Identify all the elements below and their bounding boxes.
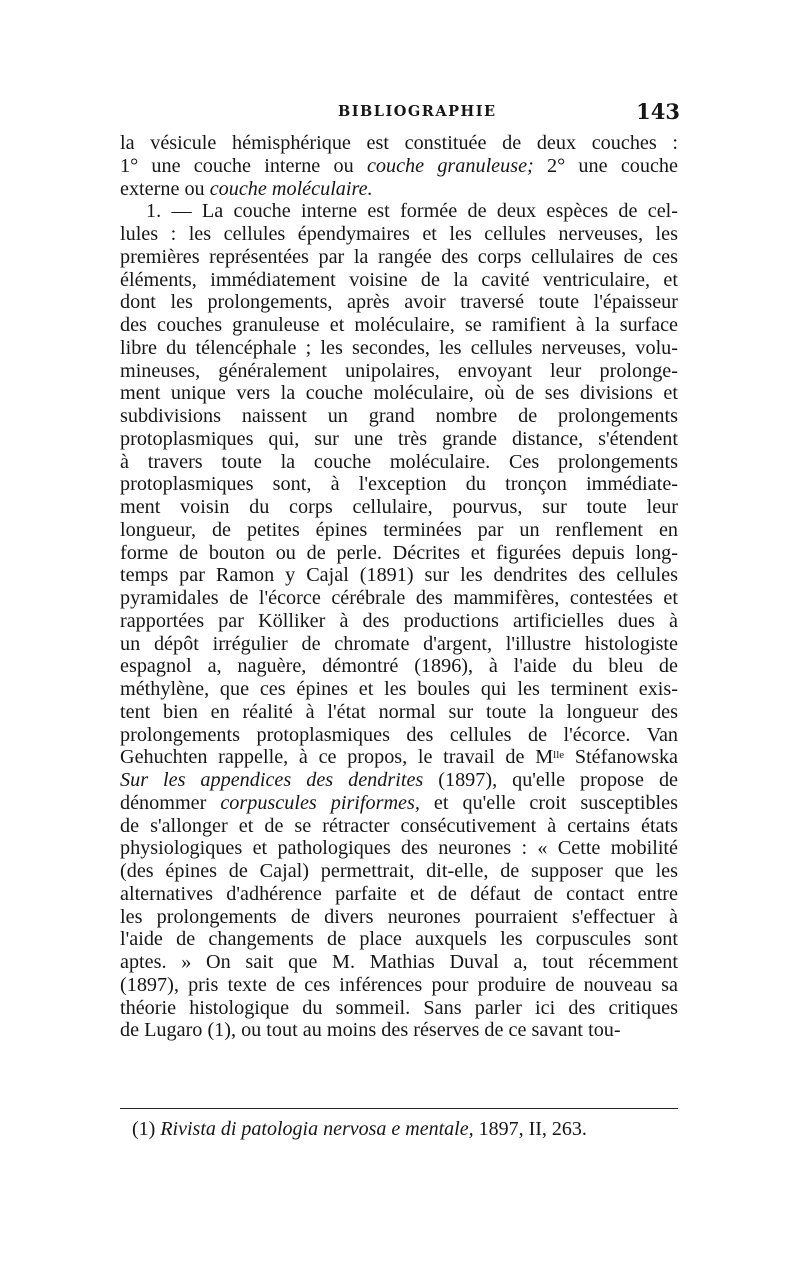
text-segment: tent bien en réalité à l'état normal sur toute la longueur des <box>120 700 678 723</box>
text-line <box>120 200 678 223</box>
text-segment: alternatives d'adhérence parfaite et de défaut de contact entre <box>120 882 678 905</box>
text-line <box>120 655 678 678</box>
text-segment: des couches granuleuse et moléculaire, se ramifient à la surface <box>120 314 678 336</box>
text-segment: dénommer <box>120 791 221 814</box>
text-segment: éléments, immédiatement voisine de la cavité ventriculaire, et <box>120 268 678 291</box>
text-line <box>120 610 678 633</box>
text-segment: théorie histologique du sommeil. Sans parler ici des critiques <box>120 996 678 1019</box>
italic-segment: couche moléculaire. <box>209 177 373 200</box>
footnote-rule <box>120 1108 678 1109</box>
text-line <box>120 473 678 496</box>
text-line <box>120 519 678 542</box>
text-segment: un dépôt irrégulier de chromate d'argent, l'illustre histologiste <box>120 632 678 655</box>
text-line <box>120 246 678 269</box>
text-segment: méthylène, que ces épines et les boules qui les terminent exis- <box>120 678 678 700</box>
text-line <box>120 678 678 701</box>
text-segment: (1897), qu'elle propose de <box>423 769 678 791</box>
footnote-journal-title: Rivista di patologia nervosa e mentale, <box>160 1118 474 1140</box>
text-segment: externe ou <box>120 177 210 200</box>
text-line <box>120 701 678 724</box>
text-line <box>120 860 678 883</box>
italic-segment: Sur les appendices des dendrites <box>120 769 424 791</box>
footnote-citation: 1897, II, 263. <box>473 1118 587 1140</box>
text-segment: (1897), pris texte de ces inférences pour produire de nouveau sa <box>120 973 678 996</box>
text-segment: physiologiques et pathologiques des neurones : « Cette mobilité <box>120 837 678 860</box>
text-segment: ment unique vers la couche moléculaire, où de ses divisions et <box>120 382 678 405</box>
text-segment: mineuses, généralement unipolaires, envoyant leur prolonge- <box>120 359 678 382</box>
text-line <box>120 769 678 792</box>
text-line <box>120 883 678 906</box>
text-line <box>120 906 678 929</box>
text-line <box>120 382 678 405</box>
text-segment: libre du télencéphale ; les secondes, les cellules nerveuses, volu- <box>120 336 678 359</box>
text-segment: 1° une couche interne ou <box>120 154 367 177</box>
text-line <box>120 746 678 769</box>
body-text <box>120 132 678 1042</box>
text-segment: Gehuchten rappelle, à ce propos, le travail de M <box>120 746 554 769</box>
text-line <box>120 633 678 656</box>
italic-segment: couche granuleuse; <box>366 154 534 177</box>
text-line <box>120 132 678 155</box>
footnote-marker: (1) <box>132 1118 156 1140</box>
text-line <box>120 178 678 201</box>
text-segment: protoplasmiques sont, à l'exception du tronçon immédiate- <box>120 473 678 496</box>
text-line <box>120 360 678 383</box>
text-segment: espagnol a, naguère, démontré (1896), à l'aide du bleu de <box>120 655 678 678</box>
text-line <box>120 291 678 314</box>
text-line <box>120 815 678 838</box>
text-segment: et qu'elle croit susceptibles <box>419 791 678 814</box>
text-line <box>120 1019 678 1042</box>
text-line <box>120 974 678 997</box>
text-segment: forme de bouton ou de perle. Décrites et figurées depuis long- <box>120 541 678 564</box>
text-line <box>120 451 678 474</box>
text-line <box>120 837 678 860</box>
text-segment: temps par Ramon y Cajal (1891) sur les dendrites des cellules <box>120 564 678 587</box>
text-segment: prolongements protoplasmiques des cellules de l'écorce. Van <box>120 723 678 746</box>
text-segment: la vésicule hémisphérique est constituée de deux couches : <box>120 132 678 154</box>
page-number: 143 <box>636 99 680 124</box>
text-line <box>120 496 678 519</box>
text-line <box>120 542 678 565</box>
text-segment: pyramidales de l'écorce cérébrale des mammifères, contestées et <box>120 587 678 609</box>
text-line <box>120 405 678 428</box>
text-line <box>120 269 678 292</box>
text-segment: ment voisin du corps cellulaire, pourvus, sur toute leur <box>120 496 678 518</box>
text-segment: 2° une couche <box>533 154 678 177</box>
superscript-segment: lle <box>553 749 565 762</box>
italic-segment: corpuscules piriformes, <box>220 791 420 814</box>
text-segment: longueur, de petites épines terminées par un renflement en <box>120 518 678 541</box>
text-segment: Stéfanowska <box>564 746 678 769</box>
text-segment: rapportées par Kölliker à des productions artificielles dues à <box>120 609 678 632</box>
text-line <box>120 928 678 951</box>
text-segment: protoplasmiques qui, sur une très grande distance, s'étendent <box>120 427 678 450</box>
text-segment: lules : les cellules épendymaires et les cellules nerveuses, les <box>120 223 678 245</box>
text-line <box>120 951 678 974</box>
running-head: BIBLIOGRAPHIE <box>338 103 497 120</box>
text-line <box>120 428 678 451</box>
text-line <box>120 155 678 178</box>
text-segment: premières représentées par la rangée des corps cellulaires de ces <box>120 245 678 268</box>
text-line <box>120 997 678 1020</box>
text-segment: (des épines de Cajal) permettrait, dit-elle, de supposer que les <box>120 860 678 882</box>
footnote <box>132 1118 672 1141</box>
text-line <box>120 587 678 610</box>
text-segment: de Lugaro (1), ou tout au moins des réserves de ce savant tou- <box>120 1019 621 1042</box>
text-segment: de s'allonger et de se rétracter consécutivement à certains états <box>120 814 678 837</box>
text-segment: 1. — La couche interne est formée de deux espèces de cel- <box>146 200 678 223</box>
text-line <box>120 337 678 360</box>
text-segment: l'aide de changements de place auxquels les corpuscules sont <box>120 928 678 951</box>
text-line <box>120 792 678 815</box>
text-line <box>120 724 678 747</box>
text-line <box>120 223 678 246</box>
text-line <box>120 564 678 587</box>
text-segment: les prolongements de divers neurones pourraient s'effectuer à <box>120 905 678 928</box>
text-segment: aptes. » On sait que M. Mathias Duval a, tout récemment <box>120 951 678 973</box>
text-segment: dont les prolongements, après avoir traversé toute l'épaisseur <box>120 291 678 314</box>
page-header <box>120 101 680 127</box>
text-segment: à travers toute la couche moléculaire. Ces prolongements <box>120 450 678 473</box>
text-segment: subdivisions naissent un grand nombre de prolongements <box>120 405 678 427</box>
text-line <box>120 314 678 337</box>
